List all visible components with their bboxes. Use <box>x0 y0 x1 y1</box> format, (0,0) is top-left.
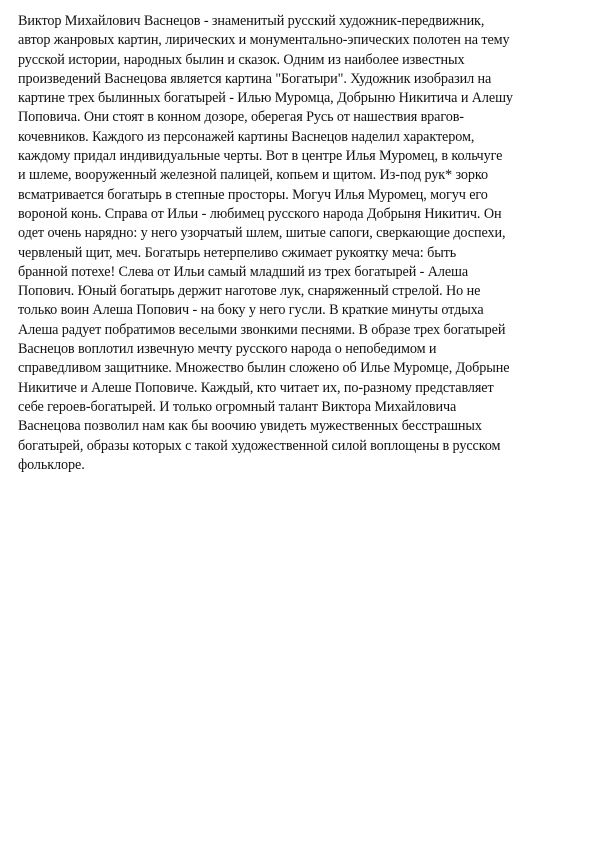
text-line: Поповича. Они стоят в конном дозоре, оберегая Русь от нашествия врагов- <box>18 109 464 126</box>
text-line: русской истории, народных былин и сказок. Одним из наиболее известных <box>18 51 465 68</box>
text-line: Васнецов воплотил извечную мечту русского народа о непобедимом и <box>18 341 437 358</box>
text-line: только воин Алеша Попович - на боку у него гусли. В краткие минуты отдыха <box>18 302 484 319</box>
text-line: Васнецова позволил нам как бы воочию увидеть мужественных бесстрашных <box>18 418 482 435</box>
text-line: фольклоре. <box>18 456 85 473</box>
text-line: картине трех былинных богатырей - Илью Муромца, Добрыню Никитича и Алешу <box>18 90 513 107</box>
text-line: вороной конь. Справа от Ильи - любимец русского народа Добрыня Никитич. Он <box>18 205 502 222</box>
text-line: кочевников. Каждого из персонажей картины Васнецов наделил характером, <box>18 128 475 145</box>
text-line: червленый щит, меч. Богатырь нетерпеливо сжимает рукоятку меча: быть <box>18 244 457 261</box>
text-line: богатырей, образы которых с такой художественной силой воплощены в русском <box>18 437 501 454</box>
text-line: Алеша радует побратимов веселыми звонкими песнями. В образе трех богатырей <box>18 321 506 338</box>
text-line: и шлеме, вооруженный железной палицей, копьем и щитом. Из-под рук* зорко <box>18 167 488 184</box>
text-line: одет очень нарядно: у него узорчатый шлем, шитые сапоги, сверкающие доспехи, <box>18 225 506 242</box>
text-line: Попович. Юный богатырь держит наготове лук, снаряженный стрелой. Но не <box>18 283 481 300</box>
text-line: произведений Васнецова является картина "Богатыри". Художник изобразил на <box>18 70 492 87</box>
text-line: Виктор Михайлович Васнецов - знаменитый русский художник-передвижник, <box>18 13 485 29</box>
text-line: себе героев-богатырей. И только огромный талант Виктора Михайловича <box>18 398 457 415</box>
text-line: автор жанровых картин, лирических и монументально-эпических полотен на тему <box>18 32 510 49</box>
text-line: всматривается богатырь в степные просторы. Могуч Илья Муромец, могуч его <box>18 186 488 203</box>
text-line: каждому придал индивидуальные черты. Вот в центре Илья Муромец, в кольчуге <box>18 148 503 165</box>
text-line: бранной потехе! Слева от Ильи самый младший из трех богатырей - Алеша <box>18 263 469 280</box>
text-line: справедливом защитнике. Множество былин сложено об Илье Муромце, Добрыне <box>18 360 510 377</box>
essay-text <box>18 12 583 475</box>
text-line: Никитиче и Алеше Поповиче. Каждый, кто читает их, по-разному представляет <box>18 379 494 396</box>
